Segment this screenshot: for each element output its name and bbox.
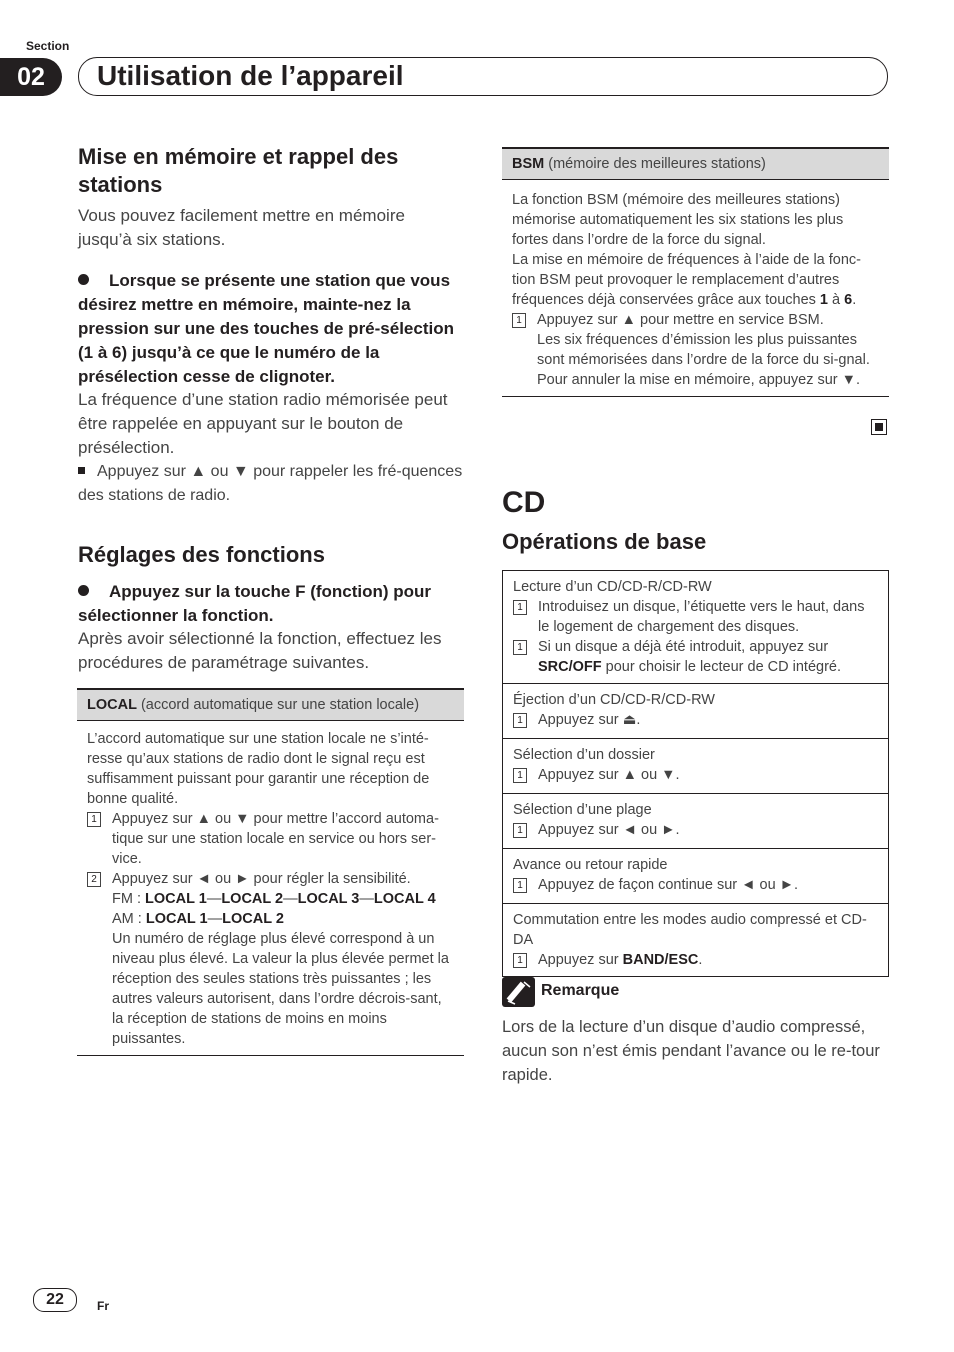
cd-operations-table	[502, 570, 889, 977]
step-number: 1	[513, 713, 527, 728]
cd-title: CD	[502, 486, 546, 519]
end-of-section-icon	[871, 419, 887, 435]
memory-instruction: Lorsque se présente une station que vous désirez mettre en mémoire, mainte-nez la pression sur une des touches de pré-sélection (1 à 6) jusqu’à ce que le numéro de la présélection cesse de clignoter.	[78, 271, 454, 386]
local-step-1: 1 Appuyez sur ▲ ou ▼ pour mettre l’accord automa-tique sur une station locale en service ou hors ser-vice.	[87, 809, 454, 869]
local-description: L’accord automatique sur une station locale ne s’inté-resse qu’aux stations de radio dont le signal reçu est suffisamment puissant pour garantir une réception de bonne qualité.	[87, 731, 430, 807]
bullet-icon	[78, 274, 89, 285]
remark-text: Lors de la lecture d’un disque d’audio compressé, aucun son n’est émis pendant l’avance ou le re-tour rapide.	[502, 1018, 880, 1084]
op-audio-mode: Commutation entre les modes audio compressé et CD-DA 1 Appuyez sur BAND/ESC.	[513, 912, 867, 968]
local-explanation: Un numéro de réglage plus élevé correspond à un niveau plus élevé. La valeur la plus élevée permet la réception des seules stations très puissantes ; les autres valeurs autorisent, dans l’ordre décrois-sant, la réception de stations de moins en moins puissantes.	[112, 931, 449, 1047]
language-code: Fr	[97, 1299, 109, 1313]
step-number: 1	[513, 640, 527, 655]
memory-heading: Mise en mémoire et rappel des stations	[78, 144, 399, 197]
functions-heading: Réglages des fonctions	[78, 542, 325, 567]
bsm-description-2: La mise en mémoire de fréquences à l’aide de la fonc-tion BSM peut provoquer le remplacement d’autres fréquences déjà conservées grâce aux touches 1 à 6.	[512, 252, 861, 308]
functions-after-text: Après avoir sélectionné la fonction, effectuez les procédures de paramétrage suivantes.	[78, 629, 442, 672]
note-square-icon	[78, 467, 85, 474]
step-number: 1	[513, 823, 527, 838]
am-levels: AM : LOCAL 1—LOCAL 2	[112, 911, 284, 927]
op-eject: Éjection d’un CD/CD-R/CD-RW 1 Appuyez sur ⏏.	[503, 684, 888, 739]
op-fast-forward: Avance ou retour rapide 1 Appuyez de façon continue sur ◄ ou ►.	[503, 849, 888, 904]
pencil-icon	[502, 977, 535, 1007]
page-title: Utilisation de l’appareil	[97, 60, 404, 91]
op-track: Sélection d’une plage 1 Appuyez sur ◄ ou ►.	[503, 794, 888, 849]
step-number: 1	[513, 600, 527, 615]
bsm-table	[502, 147, 889, 397]
bullet-icon	[78, 585, 89, 596]
page-number: 22	[33, 1288, 77, 1312]
memory-intro: Vous pouvez facilement mettre en mémoire jusqu’à six stations.	[78, 206, 405, 249]
step-number: 1	[87, 812, 101, 827]
op-playback: Lecture d’un CD/CD-R/CD-RW 1 Introduisez un disque, l’étiquette vers le haut, dans le logement de chargement des disques. 1 Si un disque a déjà été introduit, appuyez sur SRC/OFF pour choisir le lecteur de CD intégré.	[503, 571, 888, 684]
cd-heading: Opérations de base	[502, 529, 707, 554]
step-number: 1	[513, 878, 527, 893]
memory-recall-text: La fréquence d’une station radio mémorisée peut être rappelée en appuyant sur le bouton de présélection.	[78, 390, 448, 457]
bsm-step-1: 1 Appuyez sur ▲ pour mettre en service BSM. Les six fréquences d’émission les plus puissantes sont mémorisées dans l’ordre de la force du si-gnal. Pour annuler la mise en mémoire, appuyez sur ▼.	[512, 310, 879, 390]
bsm-table-body	[502, 180, 889, 396]
local-table-head: LOCAL (accord automatique sur une station locale)	[77, 690, 464, 721]
op-folder: Sélection d’un dossier 1 Appuyez sur ▲ ou ▼.	[503, 739, 888, 794]
local-step-2: 2 Appuyez sur ◄ ou ► pour régler la sensibilité. FM : LOCAL 1—LOCAL 2—LOCAL 3—LOCAL 4 AM : LOCAL 1—LOCAL 2 Un numéro de réglage plus élevé correspond à un niveau plus élevé. La valeur la plus élevée permet la réception des seules stations très puissantes ; les autres valeurs autorisent, dans l’ordre décrois-sant, la réception de stations de moins en moins puissantes.	[87, 869, 454, 1049]
functions-instruction: Appuyez sur la touche F (fonction) pour sélectionner la fonction.	[78, 582, 432, 625]
section-number: 02	[0, 58, 62, 96]
memory-recall-note: Appuyez sur ▲ ou ▼ pour rappeler les fré-quences des stations de radio.	[78, 463, 463, 504]
step-number: 2	[87, 872, 101, 887]
bsm-description-1: La fonction BSM (mémoire des meilleures stations) mémorise automatiquement les six stations les plus fortes dans l’ordre de la force du signal.	[512, 192, 844, 248]
section-label: Section	[26, 39, 70, 53]
step-number: 1	[513, 953, 527, 968]
local-table	[77, 688, 464, 1056]
step-number: 1	[512, 313, 526, 328]
step-number: 1	[513, 768, 527, 783]
local-table-body	[77, 721, 464, 1055]
bsm-table-head: BSM (mémoire des meilleures stations)	[502, 149, 889, 180]
fm-levels: FM : LOCAL 1—LOCAL 2—LOCAL 3—LOCAL 4	[112, 891, 436, 907]
remark-label: Remarque	[541, 982, 620, 999]
